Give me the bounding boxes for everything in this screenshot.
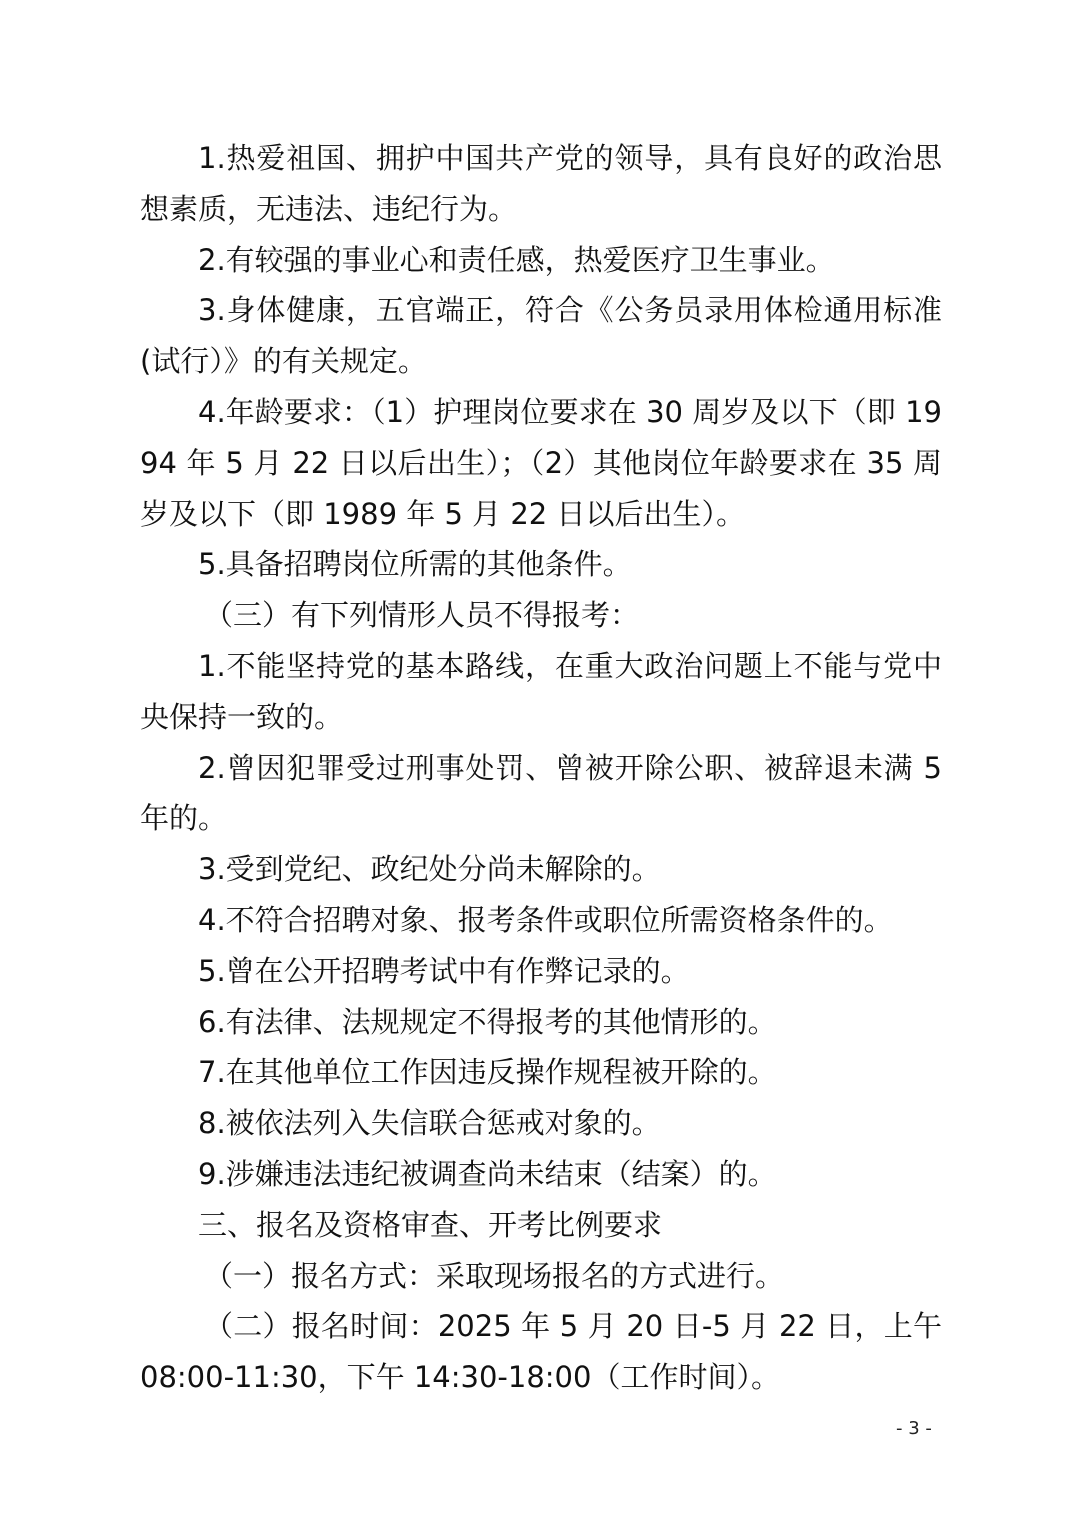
paragraph-exclusion-9: 9.涉嫌违法违纪被调查尚未结束（结案）的。 (198, 1156, 777, 1191)
paragraph-registration-time: （二）报名时间：2025 年 5 月 20 日-5 月 22 日，上午 08:00-11:30，下午 14:30-18:00（工作时间）。 (140, 1309, 942, 1395)
paragraph-exclusion-3: 3.受到党纪、政纪处分尚未解除的。 (198, 852, 661, 887)
paragraph-requirement-2: 2.有较强的事业心和责任感，热爱医疗卫生事业。 (198, 242, 835, 277)
paragraph-exclusion-1: 1.不能坚持党的基本路线，在重大政治问题上不能与党中央保持一致的。 (140, 648, 942, 734)
paragraph-requirement-5: 5.具备招聘岗位所需的其他条件。 (198, 547, 632, 582)
paragraph-requirement-3: 3.身体健康，五官端正，符合《公务员录用体检通用标准(试行）》的有关规定。 (140, 293, 942, 379)
document-body (140, 133, 942, 1403)
page-number: - 3 - (896, 1418, 932, 1439)
paragraph-exclusion-5: 5.曾在公开招聘考试中有作弊记录的。 (198, 953, 690, 988)
paragraph-exclusion-4: 4.不符合招聘对象、报考条件或职位所需资格条件的。 (198, 902, 893, 937)
section-heading-exclusions: （三）有下列情形人员不得报考： (204, 598, 640, 633)
paragraph-exclusion-2: 2.曾因犯罪受过刑事处罚、曾被开除公职、被辞退未满 5 年的。 (140, 750, 942, 836)
paragraph-requirement-1: 1.热爱祖国、拥护中国共产党的领导，具有良好的政治思想素质，无违法、违纪行为。 (140, 141, 942, 226)
paragraph-registration-method: （一）报名方式：采取现场报名的方式进行。 (204, 1258, 785, 1293)
paragraph-exclusion-7: 7.在其他单位工作因违反操作规程被开除的。 (198, 1055, 777, 1090)
paragraph-exclusion-6: 6.有法律、法规规定不得报考的其他情形的。 (198, 1004, 777, 1039)
paragraph-requirement-4: 4.年龄要求：（1）护理岗位要求在 30 周岁及以下（即 1994 年 5 月 22 日以后出生）；（2）其他岗位年龄要求在 35 周岁及以下（即 1989 年 5 月 22 日以后出生）。 (140, 394, 942, 531)
paragraph-exclusion-8: 8.被依法列入失信联合惩戒对象的。 (198, 1106, 661, 1141)
section-heading-registration: 三、报名及资格审查、开考比例要求 (198, 1207, 663, 1242)
